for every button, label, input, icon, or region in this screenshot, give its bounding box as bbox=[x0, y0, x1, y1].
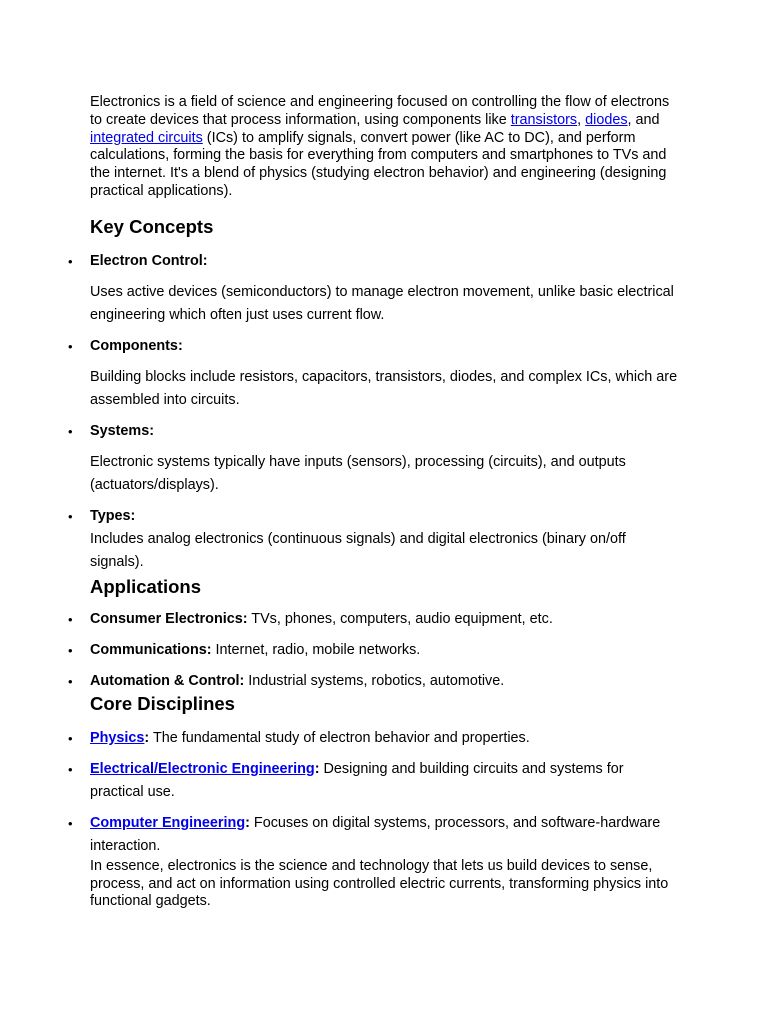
item-description: Building blocks include resistors, capacitors, transistors, diodes, and complex ICs, which are assembled into circuits. bbox=[90, 368, 678, 408]
list-item bbox=[90, 420, 680, 443]
item-term: Components: bbox=[90, 337, 183, 354]
diodes-link[interactable]: diodes bbox=[585, 111, 628, 128]
intro-text: Electronics is a field of science and engineering focused on controlling the flow of electrons to create devices that process information, using components like bbox=[90, 94, 670, 128]
core-disciplines-heading: Core Disciplines bbox=[90, 692, 235, 714]
applications-heading: Applications bbox=[90, 575, 202, 597]
list-item bbox=[90, 505, 680, 528]
item-term: Systems: bbox=[90, 422, 154, 439]
list-item bbox=[90, 608, 680, 631]
item-term: Consumer Electronics: bbox=[90, 610, 248, 627]
item-description: Uses active devices (semiconductors) to manage electron movement, unlike basic electrical engineering which often just uses current flow. bbox=[90, 283, 674, 323]
list-item bbox=[90, 250, 680, 273]
item-description: Industrial systems, robotics, automotive. bbox=[244, 672, 505, 689]
integrated-circuits-link[interactable]: integrated circuits bbox=[90, 129, 203, 146]
list-item: • Computer Engineering: Focuses on digital systems, processors, and software-hardware interaction. bbox=[90, 812, 680, 858]
key-concepts-heading: Key Concepts bbox=[90, 215, 214, 237]
computer-engineering-link[interactable]: Computer Engineering bbox=[90, 814, 246, 831]
list-item bbox=[90, 335, 680, 358]
item-term: Types: bbox=[90, 507, 136, 524]
item-description: Includes analog electronics (continuous signals) and digital electronics (binary on/off signals). bbox=[90, 530, 626, 570]
document-body bbox=[90, 94, 680, 911]
electrical-engineering-link[interactable]: Electrical/Electronic Engineering bbox=[90, 760, 315, 777]
item-description: TVs, phones, computers, audio equipment, etc. bbox=[247, 610, 553, 627]
intro-paragraph: Electronics is a field of science and engineering focused on controlling the flow of electrons to create devices that process information, using components like transistors, diodes, and integrated circuits (ICs) to amplify signals, convert power (like AC to DC), and perform calculations, forming the basis for everything from computers and smartphones to TVs and the internet. It's a blend of physics (studying electron behavior) and engineering (designing practical applications). bbox=[90, 94, 670, 199]
list-item bbox=[90, 670, 680, 693]
item-term: Automation & Control: bbox=[90, 672, 245, 689]
item-description: Focuses on digital systems, processors, and software-hardware interaction. bbox=[90, 814, 661, 854]
intro-text-continued: (ICs) to amplify signals, convert power (like AC to DC), and perform calculations, forming the basis for everything from computers and smartphones to TVs and the internet. It's a blend of physics (studying electron behavior) and engineering (designing practical applications). bbox=[90, 129, 667, 199]
physics-link[interactable]: Physics bbox=[90, 729, 145, 746]
item-description: Designing and building circuits and systems for practical use. bbox=[90, 760, 624, 800]
item-description: Electronic systems typically have inputs (sensors), processing (circuits), and outputs (actuators/displays). bbox=[90, 453, 626, 493]
item-description: Internet, radio, mobile networks. bbox=[211, 641, 421, 658]
item-term: Electron Control: bbox=[90, 252, 208, 269]
outro-paragraph: In essence, electronics is the science and technology that lets us build devices to sense, process, and act on information using controlled electric currents, transforming physics into functional gadgets. bbox=[90, 857, 669, 910]
item-description: The fundamental study of electron behavior and properties. bbox=[149, 729, 530, 746]
transistors-link[interactable]: transistors bbox=[510, 111, 578, 128]
list-item: • Physics: The fundamental study of electron behavior and properties. bbox=[90, 727, 680, 750]
item-term: Communications: bbox=[90, 641, 212, 658]
list-item bbox=[90, 639, 680, 662]
list-item: • Electrical/Electronic Engineering: Designing and building circuits and systems for practical use. bbox=[90, 758, 680, 804]
